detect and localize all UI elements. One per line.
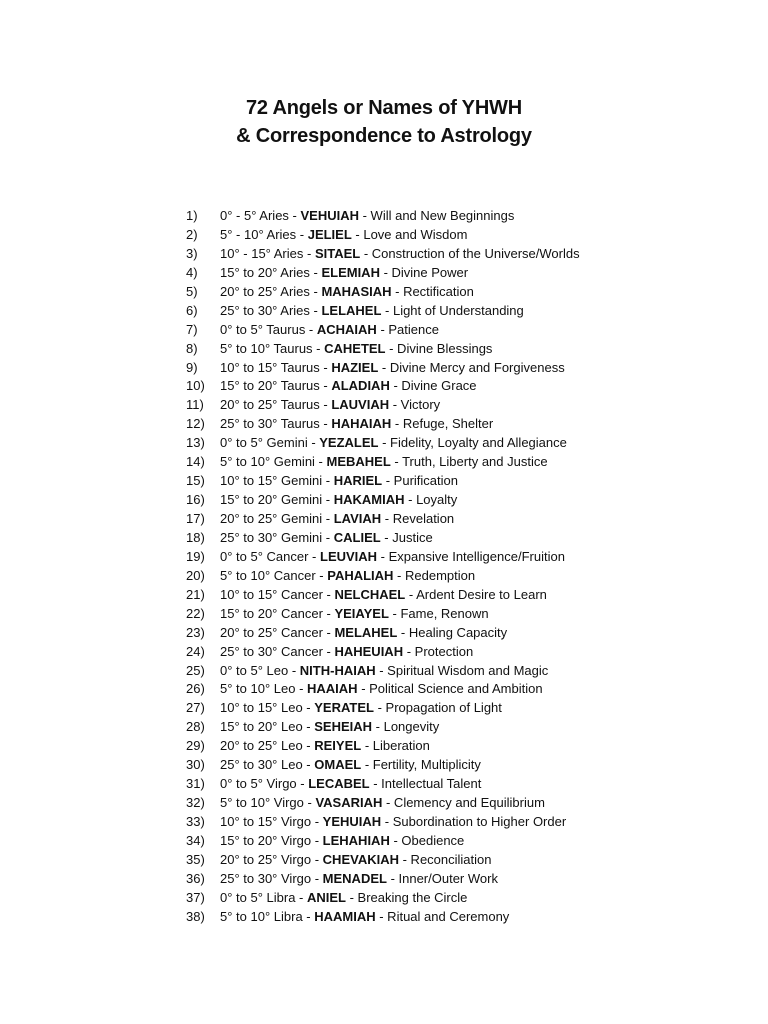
list-item bbox=[186, 756, 746, 775]
item-number: 8) bbox=[186, 340, 198, 356]
item-meaning: - Fertility, Multiplicity bbox=[361, 757, 481, 773]
item-meaning: - Loyalty bbox=[404, 492, 458, 508]
angel-name: YEIAYEL bbox=[334, 605, 389, 621]
item-number: 11) bbox=[186, 397, 204, 413]
item-meaning: - Divine Mercy and Forgiveness bbox=[378, 359, 565, 375]
list-item bbox=[186, 567, 746, 586]
item-text bbox=[220, 737, 430, 756]
item-range: 10° to 15° Leo - bbox=[220, 700, 315, 716]
item-text bbox=[220, 586, 547, 605]
item-meaning: - Rectification bbox=[391, 283, 474, 299]
list-item bbox=[186, 340, 746, 359]
item-text bbox=[220, 226, 467, 245]
angel-name: CAHETEL bbox=[324, 340, 386, 356]
list-item bbox=[186, 207, 746, 226]
item-range: 20° to 25° Gemini - bbox=[220, 511, 334, 526]
item-number: 36) bbox=[186, 870, 205, 886]
item-meaning: - Intellectual Talent bbox=[369, 776, 482, 792]
item-range: 5° to 10° Virgo - bbox=[220, 795, 316, 811]
item-range: 20° to 25° Taurus - bbox=[220, 397, 332, 413]
item-meaning: - Subordination to Higher Order bbox=[381, 814, 567, 829]
item-range: 0° to 5° Gemini - bbox=[220, 435, 320, 451]
item-number: 10) bbox=[186, 378, 205, 394]
angel-name: OMAEL bbox=[314, 757, 362, 773]
item-meaning: - Healing Capacity bbox=[397, 624, 508, 640]
list-item bbox=[186, 548, 746, 567]
item-meaning: - Spiritual Wisdom and Magic bbox=[375, 662, 549, 678]
item-range: 15° to 20° Virgo - bbox=[220, 832, 323, 848]
list-item bbox=[186, 794, 746, 813]
item-range: 20° to 25° Virgo - bbox=[220, 851, 323, 867]
list-item bbox=[186, 813, 746, 832]
list-item bbox=[186, 680, 746, 699]
list-item bbox=[186, 889, 746, 908]
list-item bbox=[186, 377, 746, 396]
item-number: 17) bbox=[186, 511, 205, 526]
list-item bbox=[186, 718, 746, 737]
list-item bbox=[186, 832, 746, 851]
item-meaning: - Breaking the Circle bbox=[346, 889, 468, 905]
item-range: 0° to 5° Libra - bbox=[220, 889, 307, 905]
item-text bbox=[220, 340, 492, 359]
list-item bbox=[186, 851, 746, 870]
angel-name: MEBAHEL bbox=[326, 454, 391, 470]
angel-name: PAHALIAH bbox=[327, 567, 394, 583]
angel-name: HAHEUIAH bbox=[334, 643, 404, 659]
list-item bbox=[186, 908, 746, 927]
item-number: 38) bbox=[186, 908, 205, 924]
item-text bbox=[220, 359, 565, 378]
angel-name: LELAHEL bbox=[321, 302, 382, 318]
item-number: 7) bbox=[186, 321, 198, 337]
item-range: 25° to 30° Gemini - bbox=[220, 529, 334, 545]
item-number: 30) bbox=[186, 757, 205, 773]
item-number: 26) bbox=[186, 681, 205, 697]
item-number: 9) bbox=[186, 359, 198, 375]
item-range: 20° to 25° Leo - bbox=[220, 738, 315, 754]
angel-name: SITAEL bbox=[314, 245, 361, 261]
item-range: 5° to 10° Taurus - bbox=[220, 340, 325, 356]
item-range: 15° to 20° Gemini - bbox=[220, 492, 334, 508]
list-item bbox=[186, 283, 746, 302]
item-number: 16) bbox=[186, 492, 205, 508]
item-number: 25) bbox=[186, 662, 205, 678]
item-text bbox=[220, 453, 548, 472]
item-number: 29) bbox=[186, 738, 205, 754]
item-range: 5° to 10° Leo - bbox=[220, 681, 308, 697]
item-text bbox=[220, 472, 458, 491]
list-item bbox=[186, 359, 746, 378]
item-text bbox=[220, 908, 509, 927]
item-meaning: - Redemption bbox=[393, 567, 476, 583]
item-range: 10° to 15° Virgo - bbox=[220, 814, 323, 829]
item-number: 35) bbox=[186, 851, 205, 867]
list-item bbox=[186, 624, 746, 643]
item-range: 0° to 5° Cancer - bbox=[220, 548, 320, 564]
list-item bbox=[186, 321, 746, 340]
item-range: 0° to 5° Virgo - bbox=[220, 776, 309, 792]
angel-name: LAUVIAH bbox=[331, 397, 390, 413]
item-meaning: - Reconciliation bbox=[399, 851, 492, 867]
item-meaning: - Victory bbox=[389, 397, 441, 413]
list-item bbox=[186, 529, 746, 548]
item-range: 20° to 25° Cancer - bbox=[220, 624, 335, 640]
angel-name: MENADEL bbox=[322, 870, 387, 886]
item-number: 13) bbox=[186, 435, 205, 451]
item-text bbox=[220, 813, 566, 832]
item-meaning: - Light of Understanding bbox=[381, 302, 524, 318]
list-item bbox=[186, 415, 746, 434]
title-line-2: & Correspondence to Astrology bbox=[236, 125, 532, 147]
item-text bbox=[220, 775, 481, 794]
angel-name: HAZIEL bbox=[331, 359, 379, 375]
list-item bbox=[186, 264, 746, 283]
angel-name: ACHAIAH bbox=[316, 321, 377, 337]
item-text bbox=[220, 529, 433, 548]
item-number: 34) bbox=[186, 832, 205, 848]
angel-name: HAKAMIAH bbox=[333, 492, 405, 508]
list-item bbox=[186, 491, 746, 510]
item-range: 15° to 20° Taurus - bbox=[220, 378, 332, 394]
item-meaning: - Divine Grace bbox=[389, 378, 477, 394]
angel-name: ANIEL bbox=[307, 889, 346, 905]
item-number: 4) bbox=[186, 264, 198, 280]
item-number: 37) bbox=[186, 889, 205, 905]
page-title bbox=[0, 94, 768, 150]
item-number: 12) bbox=[186, 416, 205, 432]
angel-name: ELEMIAH bbox=[321, 264, 380, 280]
item-number: 24) bbox=[186, 643, 205, 659]
item-meaning: - Justice bbox=[380, 529, 433, 545]
angel-name: YEZALEL bbox=[319, 435, 379, 451]
item-text bbox=[220, 680, 543, 699]
item-number: 20) bbox=[186, 567, 205, 583]
item-text bbox=[220, 794, 545, 813]
angel-name: CHEVAKIAH bbox=[322, 851, 399, 867]
item-range: 25° to 30° Cancer - bbox=[220, 643, 335, 659]
item-range: 15° to 20° Leo - bbox=[220, 719, 315, 735]
angel-name: NELCHAEL bbox=[334, 586, 406, 602]
title-line-1: 72 Angels or Names of YHWH bbox=[246, 97, 522, 119]
list-item bbox=[186, 453, 746, 472]
item-range: 25° to 30° Virgo - bbox=[220, 870, 323, 886]
item-range: 15° to 20° Aries - bbox=[220, 264, 322, 280]
angel-name: LAVIAH bbox=[333, 511, 382, 526]
item-text bbox=[220, 870, 498, 889]
item-meaning: - Refuge, Shelter bbox=[391, 416, 494, 432]
angel-name: LEHAHIAH bbox=[322, 832, 390, 848]
item-range: 20° to 25° Aries - bbox=[220, 283, 322, 299]
item-text bbox=[220, 264, 468, 283]
item-meaning: - Divine Power bbox=[379, 264, 469, 280]
angel-name: SEHEIAH bbox=[314, 719, 373, 735]
item-number: 5) bbox=[186, 283, 198, 299]
list-item bbox=[186, 699, 746, 718]
item-meaning: - Political Science and Ambition bbox=[357, 681, 543, 697]
item-range: 10° to 15° Taurus - bbox=[220, 359, 332, 375]
item-number: 22) bbox=[186, 605, 205, 621]
angel-name: YERATEL bbox=[314, 700, 374, 716]
item-range: 5° to 10° Libra - bbox=[220, 908, 315, 924]
item-number: 33) bbox=[186, 814, 205, 829]
item-text bbox=[220, 643, 473, 662]
item-number: 21) bbox=[186, 586, 205, 602]
list-item bbox=[186, 775, 746, 794]
item-range: 25° to 30° Aries - bbox=[220, 302, 322, 318]
item-meaning: - Obedience bbox=[389, 832, 465, 848]
item-text bbox=[220, 832, 464, 851]
angel-name: HARIEL bbox=[333, 473, 383, 489]
item-number: 31) bbox=[186, 776, 205, 792]
item-number: 23) bbox=[186, 624, 205, 640]
item-number: 2) bbox=[186, 226, 198, 242]
list-item bbox=[186, 472, 746, 491]
item-range: 5° to 10° Cancer - bbox=[220, 567, 328, 583]
item-range: 5° - 10° Aries - bbox=[220, 226, 308, 242]
angel-name: REIYEL bbox=[314, 738, 362, 754]
angel-name: YEHUIAH bbox=[322, 814, 382, 829]
angel-name: CALIEL bbox=[333, 529, 381, 545]
angel-name: HAHAIAH bbox=[331, 416, 392, 432]
item-text bbox=[220, 283, 474, 302]
angel-name: ALADIAH bbox=[331, 378, 390, 394]
angel-name: HAAIAH bbox=[307, 681, 358, 697]
item-meaning: - Will and New Beginnings bbox=[359, 208, 515, 223]
item-range: 15° to 20° Cancer - bbox=[220, 605, 335, 621]
item-meaning: - Ardent Desire to Learn bbox=[405, 586, 547, 602]
item-number: 18) bbox=[186, 529, 205, 545]
item-text bbox=[220, 302, 524, 321]
item-number: 27) bbox=[186, 700, 205, 716]
item-meaning: - Divine Blessings bbox=[385, 340, 493, 356]
item-meaning: - Propagation of Light bbox=[373, 700, 502, 716]
item-meaning: - Patience bbox=[376, 321, 439, 337]
item-meaning: - Purification bbox=[382, 473, 458, 489]
item-meaning: - Love and Wisdom bbox=[351, 226, 468, 242]
angel-name: VEHUIAH bbox=[300, 208, 359, 223]
item-range: 25° to 30° Taurus - bbox=[220, 416, 332, 432]
item-text bbox=[220, 756, 481, 775]
list-item bbox=[186, 662, 746, 681]
angel-name: HAAMIAH bbox=[314, 908, 376, 924]
item-text bbox=[220, 851, 492, 870]
list-item bbox=[186, 434, 746, 453]
item-number: 14) bbox=[186, 454, 205, 470]
item-meaning: - Clemency and Equilibrium bbox=[382, 795, 545, 811]
item-text bbox=[220, 548, 565, 567]
item-text bbox=[220, 491, 457, 510]
item-meaning: - Liberation bbox=[361, 738, 430, 754]
item-text bbox=[220, 605, 489, 624]
item-number: 6) bbox=[186, 302, 198, 318]
list-item bbox=[186, 226, 746, 245]
item-text bbox=[220, 321, 439, 340]
item-meaning: - Longevity bbox=[372, 719, 440, 735]
list-item bbox=[186, 737, 746, 756]
item-text bbox=[220, 567, 475, 586]
angel-list bbox=[186, 207, 746, 927]
angel-name: JELIEL bbox=[307, 226, 352, 242]
item-meaning: - Fame, Renown bbox=[388, 605, 489, 621]
item-meaning: - Inner/Outer Work bbox=[386, 870, 498, 886]
list-item bbox=[186, 302, 746, 321]
item-number: 28) bbox=[186, 719, 205, 735]
item-meaning: - Construction of the Universe/Worlds bbox=[360, 245, 580, 261]
angel-name: NITH-HAIAH bbox=[299, 662, 376, 678]
item-meaning: - Ritual and Ceremony bbox=[375, 908, 510, 924]
angel-name: MELAHEL bbox=[334, 624, 398, 640]
item-number: 3) bbox=[186, 245, 198, 261]
item-text bbox=[220, 434, 567, 453]
item-text bbox=[220, 662, 548, 681]
item-text bbox=[220, 377, 477, 396]
item-meaning: - Truth, Liberty and Justice bbox=[390, 454, 548, 470]
angel-name: LECABEL bbox=[308, 776, 370, 792]
list-item bbox=[186, 643, 746, 662]
list-item bbox=[186, 245, 746, 264]
item-number: 19) bbox=[186, 548, 205, 564]
item-text bbox=[220, 889, 467, 908]
item-text bbox=[220, 396, 440, 415]
item-range: 25° to 30° Leo - bbox=[220, 757, 315, 773]
item-text bbox=[220, 245, 580, 264]
item-number: 32) bbox=[186, 795, 205, 811]
item-meaning: - Expansive Intelligence/Fruition bbox=[377, 548, 565, 564]
item-range: 10° to 15° Gemini - bbox=[220, 473, 334, 489]
item-text bbox=[220, 624, 507, 643]
item-range: 10° to 15° Cancer - bbox=[220, 586, 335, 602]
list-item bbox=[186, 605, 746, 624]
item-text bbox=[220, 699, 502, 718]
item-text bbox=[220, 207, 514, 226]
item-text bbox=[220, 510, 454, 529]
item-meaning: - Revelation bbox=[381, 511, 455, 526]
angel-name: MAHASIAH bbox=[321, 283, 392, 299]
angel-name: LEUVIAH bbox=[320, 548, 378, 564]
item-number: 15) bbox=[186, 473, 205, 489]
item-range: 0° - 5° Aries - bbox=[220, 208, 301, 223]
item-number: 1) bbox=[186, 208, 198, 223]
angel-name: VASARIAH bbox=[315, 795, 383, 811]
item-text bbox=[220, 415, 493, 434]
item-range: 0° to 5° Taurus - bbox=[220, 321, 317, 337]
item-meaning: - Fidelity, Loyalty and Allegiance bbox=[378, 435, 567, 451]
list-item bbox=[186, 510, 746, 529]
item-range: 10° - 15° Aries - bbox=[220, 245, 315, 261]
list-item bbox=[186, 870, 746, 889]
item-range: 0° to 5° Leo - bbox=[220, 662, 300, 678]
item-range: 5° to 10° Gemini - bbox=[220, 454, 327, 470]
list-item bbox=[186, 396, 746, 415]
list-item bbox=[186, 586, 746, 605]
item-text bbox=[220, 718, 439, 737]
item-meaning: - Protection bbox=[403, 643, 474, 659]
